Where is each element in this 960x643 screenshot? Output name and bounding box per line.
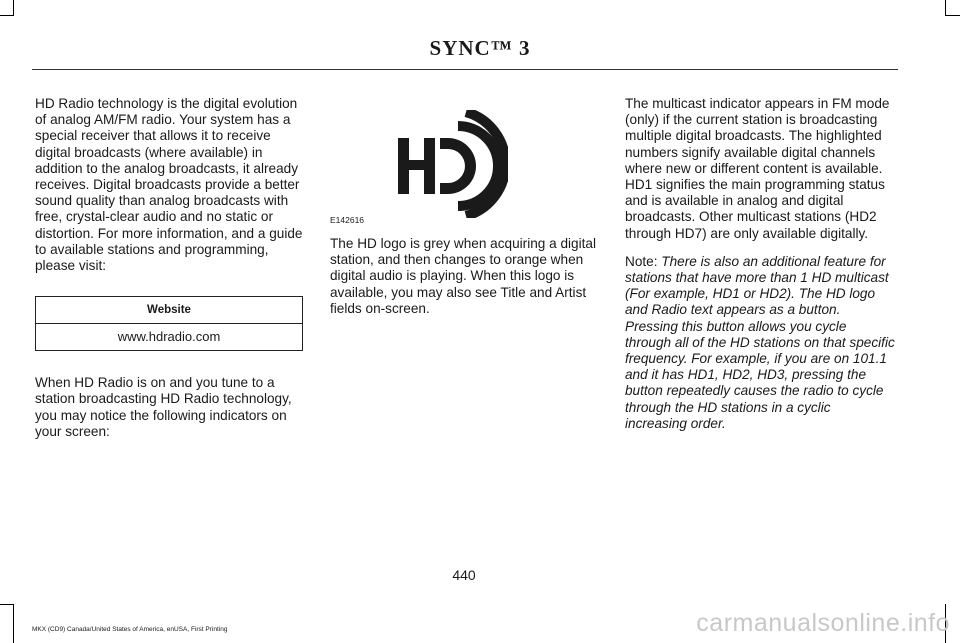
multicast-description: The multicast indicator appears in FM mode (only) if the current station is broadcasting multiple digital broadcasts. The highlighted numbers signify available digital channels where new or different content is available. HD1 signifies the main programming status and is available in analog and digital broadcasts. Other multicast stations (HD2 through HD7) are only available digitally. [625,96,890,241]
hd-radio-intro: HD Radio technology is the digital evolution of analog AM/FM radio. Your system has a special receiver that allows it to receive digital broadcasts (where available) in addition to the analog broadcasts, it already receives. Digital broadcasts provide a better sound quality than analog broadcasts with free, crystal-clear audio and no static or distortion. For more information, and a guide to available stations and programming, please visit: [35,96,303,274]
header-divider [32,69,898,70]
footer-text: MKX (CD9) Canada/United States of America, enUSA, First Printing [32,626,228,633]
hd-logo-figure [330,100,600,228]
crop-mark [945,15,960,16]
page-number: 440 [452,567,476,583]
website-table [35,296,303,351]
column-right [625,96,895,444]
note-text: There is also an additional feature for stations that have more than 1 HD multicast (For example, HD1 or HD2). The HD logo and Radio text appears as a button. Pressing this button allows you cycle through all of the HD stations on that specific frequency. For example, if you are on 101.1 and it has HD1, HD2, HD3, pressing the button repeatedly causes the radio to cycle through the HD stations in a cyclic increasing order. [625,253,895,431]
crop-mark [0,604,14,605]
hd-logo-description: The HD logo is grey when acquiring a digital station, and then changes to orange when digital audio is playing. When this logo is available, you may also see Title and Artist fields on-screen. [330,236,596,316]
crop-mark [13,604,14,643]
image-code: E142616 [330,214,365,225]
page-title: SYNC™ 3 [429,36,531,60]
column-middle [330,96,600,329]
note-label: Note: [625,253,658,269]
website-table-header: Website [36,297,303,324]
hd-radio-logo-icon [396,110,508,218]
crop-mark [0,15,14,16]
website-link[interactable]: www.hdradio.com [36,324,303,351]
indicators-intro: When HD Radio is on and you tune to a station broadcasting HD Radio technology, you may notice the following indicators on your screen: [35,375,292,439]
crop-mark [945,0,946,16]
note [625,254,895,432]
crop-mark [13,0,14,16]
watermark: carmanualsonline.info [696,609,950,637]
column-left [35,96,305,452]
